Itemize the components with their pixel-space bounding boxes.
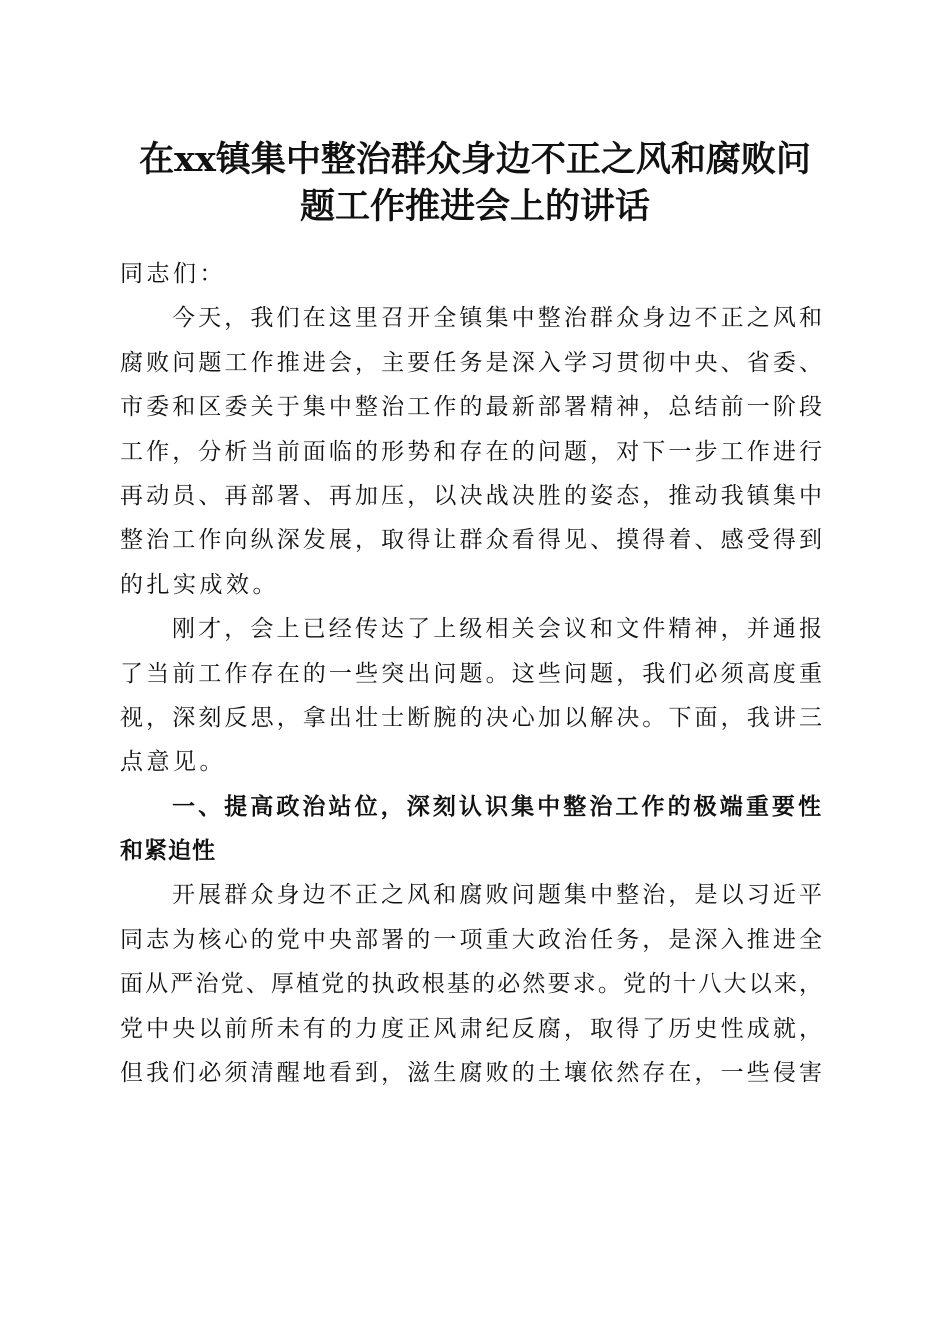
paragraph-2-line: 了当前工作存在的一些突出问题。这些问题，我们必须高度重 [120, 660, 822, 687]
paragraph-1-line: 工作，分析当前面临的形势和存在的问题，对下一步工作进行 [120, 438, 822, 465]
document-body [120, 252, 822, 1095]
paragraph-2-line: 刚才，会上已经传达了上级相关会议和文件精神，并通报 [172, 616, 822, 643]
paragraph-1-line: 市委和区委关于集中整治工作的最新部署精神，总结前一阶段 [120, 394, 822, 421]
paragraph-1-line: 的扎实成效。 [120, 571, 279, 598]
paragraph-3-line: 但我们必须清醒地看到，滋生腐败的土壤依然存在，一些侵害 [120, 1060, 822, 1087]
paragraph-3 [120, 873, 822, 1095]
paragraph-3-line: 开展群众身边不正之风和腐败问题集中整治，是以习近平 [172, 882, 822, 909]
document-title [110, 136, 840, 230]
paragraph-2-line: 视，深刻反思，拿出壮士断腕的决心加以解决。下面，我讲三 [120, 704, 822, 731]
paragraph-3-line: 党中央以前所未有的力度正风肃纪反腐，取得了历史性成就， [120, 1015, 822, 1042]
salutation: 同志们： [120, 261, 226, 287]
paragraph-2-line: 点意见。 [120, 749, 226, 776]
section-heading-line: 一、提高政治站位，深刻认识集中整治工作的极端重要性 [172, 793, 822, 820]
title-line-2: 题工作推进会上的讲话 [299, 186, 650, 227]
paragraph-3-line: 同志为核心的党中央部署的一项重大政治任务，是深入推进全 [120, 926, 822, 953]
paragraph-3-line: 面从严治党、厚植党的执政根基的必然要求。党的十八大以来， [120, 971, 822, 998]
title-line-1: 在xx镇集中整治群众身边不正之风和腐败问 [139, 139, 811, 180]
paragraph-1-line: 整治工作向纵深发展，取得让群众看得见、摸得着、感受得到 [120, 527, 822, 554]
paragraph-2 [120, 607, 822, 785]
section-heading-1 [120, 785, 822, 874]
paragraph-1-line: 今天，我们在这里召开全镇集中整治群众身边不正之风和 [172, 305, 822, 332]
paragraph-1-line: 腐败问题工作推进会，主要任务是深入学习贯彻中央、省委、 [120, 349, 822, 376]
paragraph-1-line: 再动员、再部署、再加压，以决战决胜的姿态，推动我镇集中 [120, 482, 822, 509]
section-heading-line: 和紧迫性 [120, 838, 216, 865]
paragraph-1 [120, 296, 822, 607]
